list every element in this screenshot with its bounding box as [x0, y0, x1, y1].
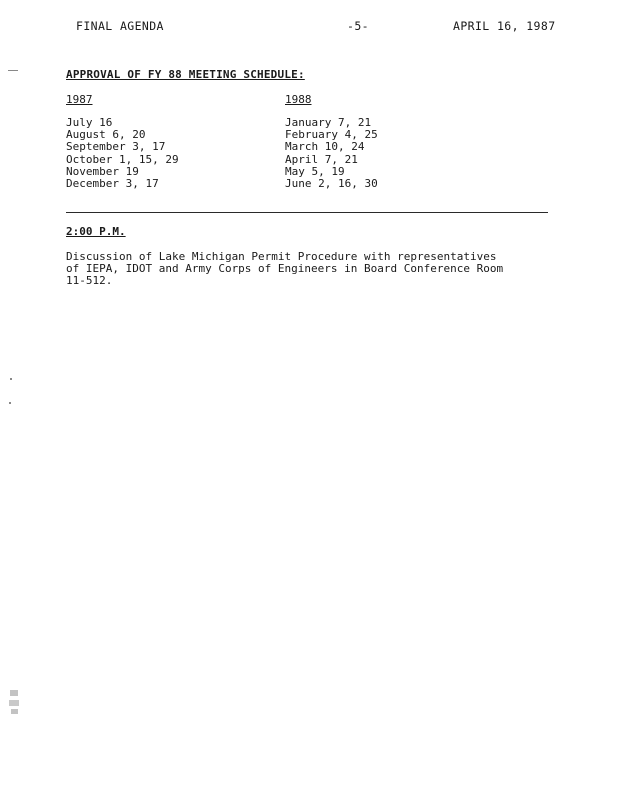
- paragraph-line: of IEPA, IDOT and Army Corps of Engineers in Board Conference Room: [66, 262, 504, 276]
- date-entry: September 3, 17: [66, 140, 166, 154]
- date-entry: August 6, 20: [66, 128, 146, 142]
- dates-list-1987: [66, 117, 179, 190]
- section-title: APPROVAL OF FY 88 MEETING SCHEDULE:: [66, 68, 305, 81]
- paragraph-line: Discussion of Lake Michigan Permit Procedure with representatives: [66, 250, 497, 263]
- time-heading: 2:00 P.M.: [66, 225, 126, 238]
- dates-list-1988: [285, 117, 378, 190]
- discussion-paragraph: [66, 251, 556, 288]
- year-heading-1987: 1987: [66, 93, 93, 106]
- date-entry: March 10, 24: [285, 140, 365, 154]
- header-date: APRIL 16, 1987: [453, 19, 556, 33]
- scan-speck: [10, 690, 18, 696]
- scan-speck: [9, 700, 19, 706]
- header-title: FINAL AGENDA: [76, 19, 164, 33]
- scan-speck: [8, 70, 18, 71]
- scan-speck: [11, 709, 18, 714]
- date-entry: February 4, 25: [285, 128, 378, 142]
- paragraph-line: 11-512.: [66, 274, 113, 288]
- scan-speck: [10, 378, 12, 380]
- date-entry: October 1, 15, 29: [66, 152, 179, 166]
- date-entry: January 7, 21: [285, 116, 372, 129]
- date-entry: June 2, 16, 30: [285, 176, 378, 190]
- date-entry: November 19: [66, 164, 139, 178]
- date-entry: April 7, 21: [285, 152, 358, 166]
- section-divider: [66, 212, 548, 213]
- year-heading-1988: 1988: [285, 93, 312, 106]
- scan-speck: [9, 402, 11, 404]
- date-entry: May 5, 19: [285, 164, 345, 178]
- date-entry: July 16: [66, 116, 113, 129]
- date-entry: December 3, 17: [66, 176, 159, 190]
- page-number: -5-: [347, 19, 369, 33]
